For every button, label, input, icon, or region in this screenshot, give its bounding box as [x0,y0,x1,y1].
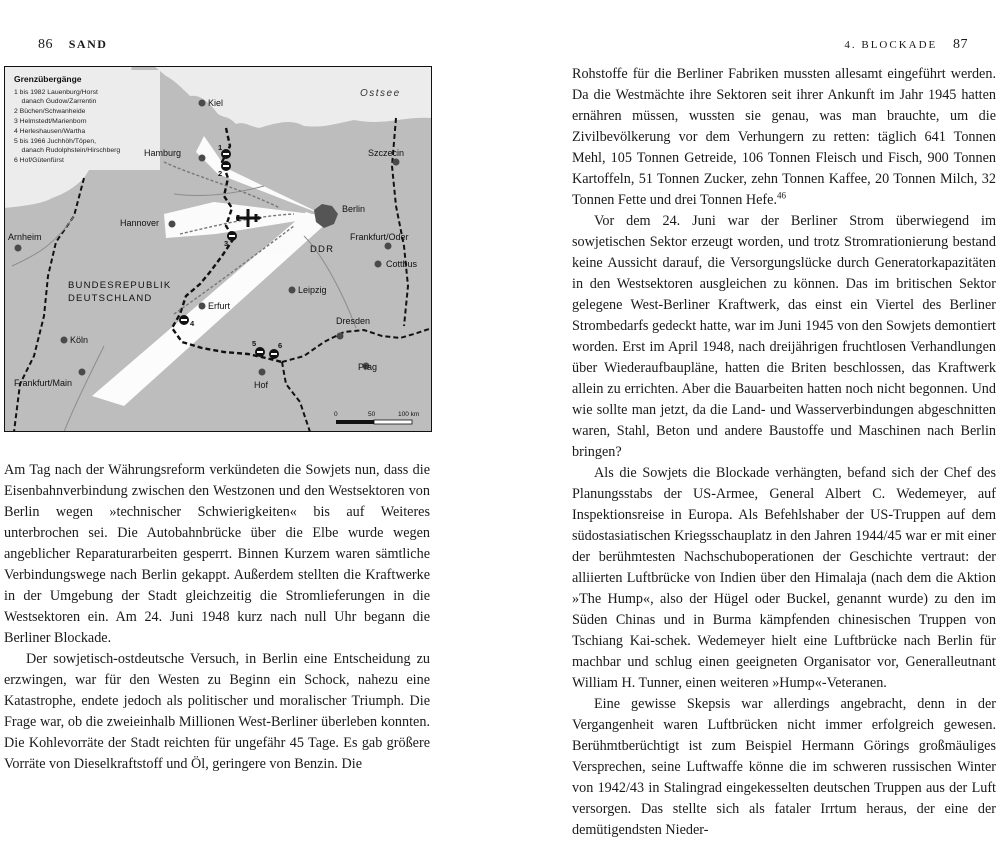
legend-item: 2 Büchen/Schwanheide [14,108,86,115]
city-label-prag: Prag [358,362,378,372]
right-running-head [844,36,968,53]
crossing-number: 3 [224,239,229,248]
city-label-hof: Hof [254,380,269,390]
city-label-frankfurt-oder: Frankfurt/Oder [350,232,409,242]
region-label-gdr: DDR [310,244,335,255]
legend-title: Grenzübergänge [14,74,82,84]
map-svg [4,66,432,432]
city-label-szczecin: Szczecin [368,148,405,158]
body-paragraph: Am Tag nach der Währungsreform verkündeten die Sowjets nun, dass die Eisenbahnverbindung zwischen den Westzonen und den Westsektoren von Berlin wegen »technischer Schwierigkeiten« bis auf Weiteres unterbrochen sei. Die Autobahnbrücke über die Elbe wurde wegen angeblicher Reparaturarbeiten gesperrt. Binnen Kurzem waren sämtliche Verbindungswege nach Berlin gekappt. Außerdem stellten die Kraftwerke in der Umgebung der Stadt gleichzeitig die Stromlieferungen in die Westsektoren ein. Am 24. Juni 1948 kurz nach null Uhr begann die Berliner Blockade. [4,462,430,646]
right-body-text [572,64,996,841]
region-label-frg-1: BUNDESREPUBLIK [68,280,172,291]
scale-label-end: 100 km [398,411,420,418]
sea-label: Ostsee [360,88,401,99]
body-paragraph [572,64,996,211]
right-page-number: 87 [953,37,968,52]
city-label-leipzig: Leipzig [298,285,327,295]
body-paragraph: Vor dem 24. Juni war der Berliner Strom überwiegend im sowjetischen Sektor erzeugt worden, und trotz Stromrationierung bestand keine Aussicht darauf, die Versorgungslücke durch Generatorkapazitäten in den Westsektoren ausgleichen zu können. Das im britischen Sektor gelegene West-Berliner Kraftwerk, das einst ein Viertel des Berliner Strombedarfs gedeckt hatte, war im Juni 1945 von den Sowjets demontiert worden. Erst im April 1948, nach dreijährigen fruchtlosen Verhandlungen über Wiederaufbaupläne, hatten die Briten beschlossen, das Kraftwerk allein zu errichten. Aber die Bauarbeiten hatten noch nicht begonnen. Und wie sollte man jetzt, da die Land- und Wasserverbindungen abgeschnitten waren, Stahl, Beton und andere Baustoffe und Maschinen nach Berlin bringen? [572,213,996,460]
region-label-frg-2: DEUTSCHLAND [68,293,153,304]
city-label-frankfurt-main: Frankfurt/Main [14,378,73,388]
left-body-text [4,460,430,775]
scale-label-mid: 50 [368,411,376,418]
footnote-reference[interactable]: 46 [777,190,786,201]
city-label-koeln: Köln [70,335,89,345]
left-page-number: 86 [38,37,53,52]
crossing-number: 2 [218,169,223,178]
left-running-head [38,36,107,53]
berlin-corridors-map [4,66,432,432]
city-label-arnheim: Arnheim [8,232,42,242]
city-label-hamburg: Hamburg [144,148,182,158]
right-running-title: 4. BLOCKADE [844,39,938,51]
legend-item: 4 Herleshausen/Wartha [14,128,86,135]
legend-item: 6 Hof/Gütenfürst [14,157,64,164]
city-label-kiel: Kiel [208,98,224,108]
city-label-hannover: Hannover [120,218,160,228]
city-label-cottbus: Cottbus [386,259,418,269]
body-paragraph: Der sowjetisch-ostdeutsche Versuch, in Berlin eine Entscheidung zu erzwingen, war für den Westen zu Beginn ein Schock, nahezu eine Katastrophe, endete jedoch als politischer und moralischer Triumph. Die Frage war, ob die zweieinhalb Millionen West-Berliner überleben konnten. Die Kohlevorräte der Stadt reichten für ungefähr 45 Tage. Es gab größere Vorräte von Dieselkraftstoff und Öl, geringere von Benzin. Die [4,651,430,772]
legend-item: 5 bis 1966 Juchhöh/Töpen, [14,138,97,145]
right-page [500,0,1000,838]
crossing-number: 4 [190,319,195,328]
legend-item: danach Gudow/Zarrentin [14,98,97,105]
body-paragraph: Eine gewisse Skepsis war allerdings angebracht, denn in der Vergangenheit waren Luftbrücken nicht immer erfolgreich gewesen. Berühmtberüchtigt ist zum Beispiel Hermann Görings großmäuliges Versprechen, seine Luftwaffe könne die im schweren russischen Winter von 1942/43 in Stalingrad eingekesselten deutschen Truppen aus der Luft versorgen. Das stellte sich als fataler Irrtum heraus, der eine der demütigendsten Nieder- [572,696,996,838]
city-label-berlin: Berlin [342,204,366,214]
body-paragraph: Als die Sowjets die Blockade verhängten, befand sich der Chef des Planungsstabs der US-Armee, General Albert C. Wedemeyer, auf Inspektionsreise in Europa. Als Befehlshaber der US-Truppen auf dem südostasiatischen Kriegsschauplatz in den Jahren 1944/45 war er mit einer der berühmtesten Nachschuboperationen der Geschichte vertraut: der alliierten Luftbrücke von Indien über den Himalaja (nach dem die Aktion »The Hump«, also der Hügel oder Buckel, genannt wurde) zu den im Süden Chinas und in Burma kämpfenden chinesischen Truppen von Tschiang Kai-schek. Wedemeyer hielt eine Luftbrücke nach Berlin für machbar und schlug einen geeigneten Organisator vor, Generalleutnant William H. Tunner, einen weiteren »Hump«-Veteranen. [572,465,996,691]
left-page [0,0,500,800]
crossing-number: 1 [218,143,223,152]
scale-label-zero: 0 [334,411,338,418]
city-label-erfurt: Erfurt [208,301,231,311]
legend-item: 1 bis 1982 Lauenburg/Horst [14,89,98,96]
legend-item: danach Rudolphstein/Hirschberg [14,147,121,154]
city-label-dresden: Dresden [336,316,371,326]
left-running-title: SAND [68,37,108,51]
legend-item: 3 Helmstedt/Marienborn [14,118,87,125]
crossing-number: 5 [252,339,257,348]
crossing-number: 6 [278,341,283,350]
body-paragraph-text: Rohstoffe für die Berliner Fabriken mussten allesamt eingeführt werden. Da die Westmächte ihre Sektoren seit ihrer Ankunft im Jahr 1945 hatten ernähren müssen, wussten sie genau, was man brauchte, um die Zivilbevölkerung vor dem Verhungern zu retten: täglich 641 Tonnen Mehl, 105 Tonnen Getreide, 106 Tonnen Fleisch und Fisch, 900 Tonnen Kartoffeln, 51 Tonnen Zucker, zehn Tonnen Kaffee, 20 Tonnen Milch, 32 Tonnen Fette und drei Tonnen Hefe. [572,66,996,208]
